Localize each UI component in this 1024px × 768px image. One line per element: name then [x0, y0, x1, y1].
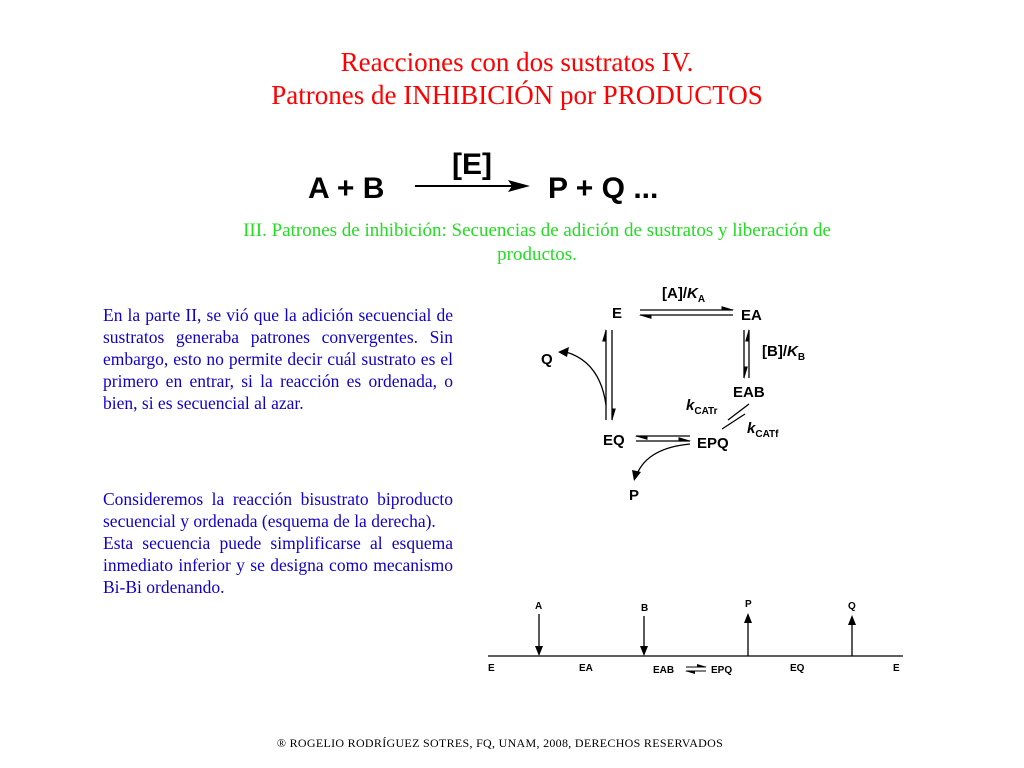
cleland-input-B: B [641, 603, 649, 614]
cleland-state-E-end: E [893, 663, 900, 674]
section-subtitle: III. Patrones de inhibición: Secuencias de adición de sustratos y liberación de productos. [243, 220, 831, 265]
title-line-2: Patrones de INHIBICIÓN por PRODUCTOS [271, 80, 763, 110]
reaction-substrates: A + B [308, 172, 385, 205]
rate-label-kcat-forward: $k_{CATf}$ [747, 420, 779, 440]
copyright-footer: ® ROGELIO RODRÍGUEZ SOTRES, FQ, UNAM, 2008, DERECHOS RESERVADOS [276, 736, 724, 750]
rate-label-kcat-reverse: $k_{CATr}$ [686, 397, 718, 417]
cleland-arrowhead-Q [848, 615, 856, 625]
species-EA: EA [741, 307, 762, 324]
title-line-1: Reacciones con dos sustratos IV. [340, 47, 694, 77]
rate-label-B-over-KB: $[B]/K_B$ [762, 343, 806, 363]
cleland-state-EA: EA [579, 663, 593, 674]
cleland-output-P: P [745, 599, 752, 610]
paragraph-bibi-line-1: Consideremos la reacción bisustrato biproducto secuencial y ordenada (esquema de la derecha). [103, 489, 453, 531]
cleland-arrowhead-B [640, 646, 648, 656]
species-EAB: EAB [733, 384, 765, 401]
reaction-products: P + Q ... [548, 172, 659, 205]
cleland-input-A: A [535, 601, 543, 612]
paragraph-convergent-patterns: En la parte II, se vió que la adición secuencial de sustratos generaba patrones convergentes. Sin embargo, esto no permite decir cuál sustrato es el primero en entrar, si la reacción es ordenada, o bien, si es secuencial al azar. [103, 305, 453, 413]
species-P: P [629, 487, 640, 504]
species-EQ: EQ [603, 432, 625, 449]
paragraph-bibi-line-2: Esta secuencia puede simplificarse al esquema inmediato inferior y se designa como mecanismo Bi-Bi ordenando. [103, 533, 453, 597]
cleland-state-EPQ: EPQ [711, 665, 733, 676]
cleland-arrowhead-A [535, 646, 543, 656]
rate-label-A-over-KA: $[A]/K_A$ [662, 285, 706, 305]
cleland-output-Q: Q [848, 601, 856, 612]
cleland-state-EQ: EQ [790, 663, 805, 674]
species-EPQ: EPQ [697, 435, 729, 452]
species-Q: Q [541, 351, 553, 368]
species-E: E [612, 305, 623, 322]
reaction-enzyme-label: [E] [452, 148, 492, 181]
cleland-state-E-start: E [488, 663, 495, 674]
cleland-state-EAB: EAB [653, 665, 675, 676]
cleland-arrowhead-P [744, 613, 752, 623]
